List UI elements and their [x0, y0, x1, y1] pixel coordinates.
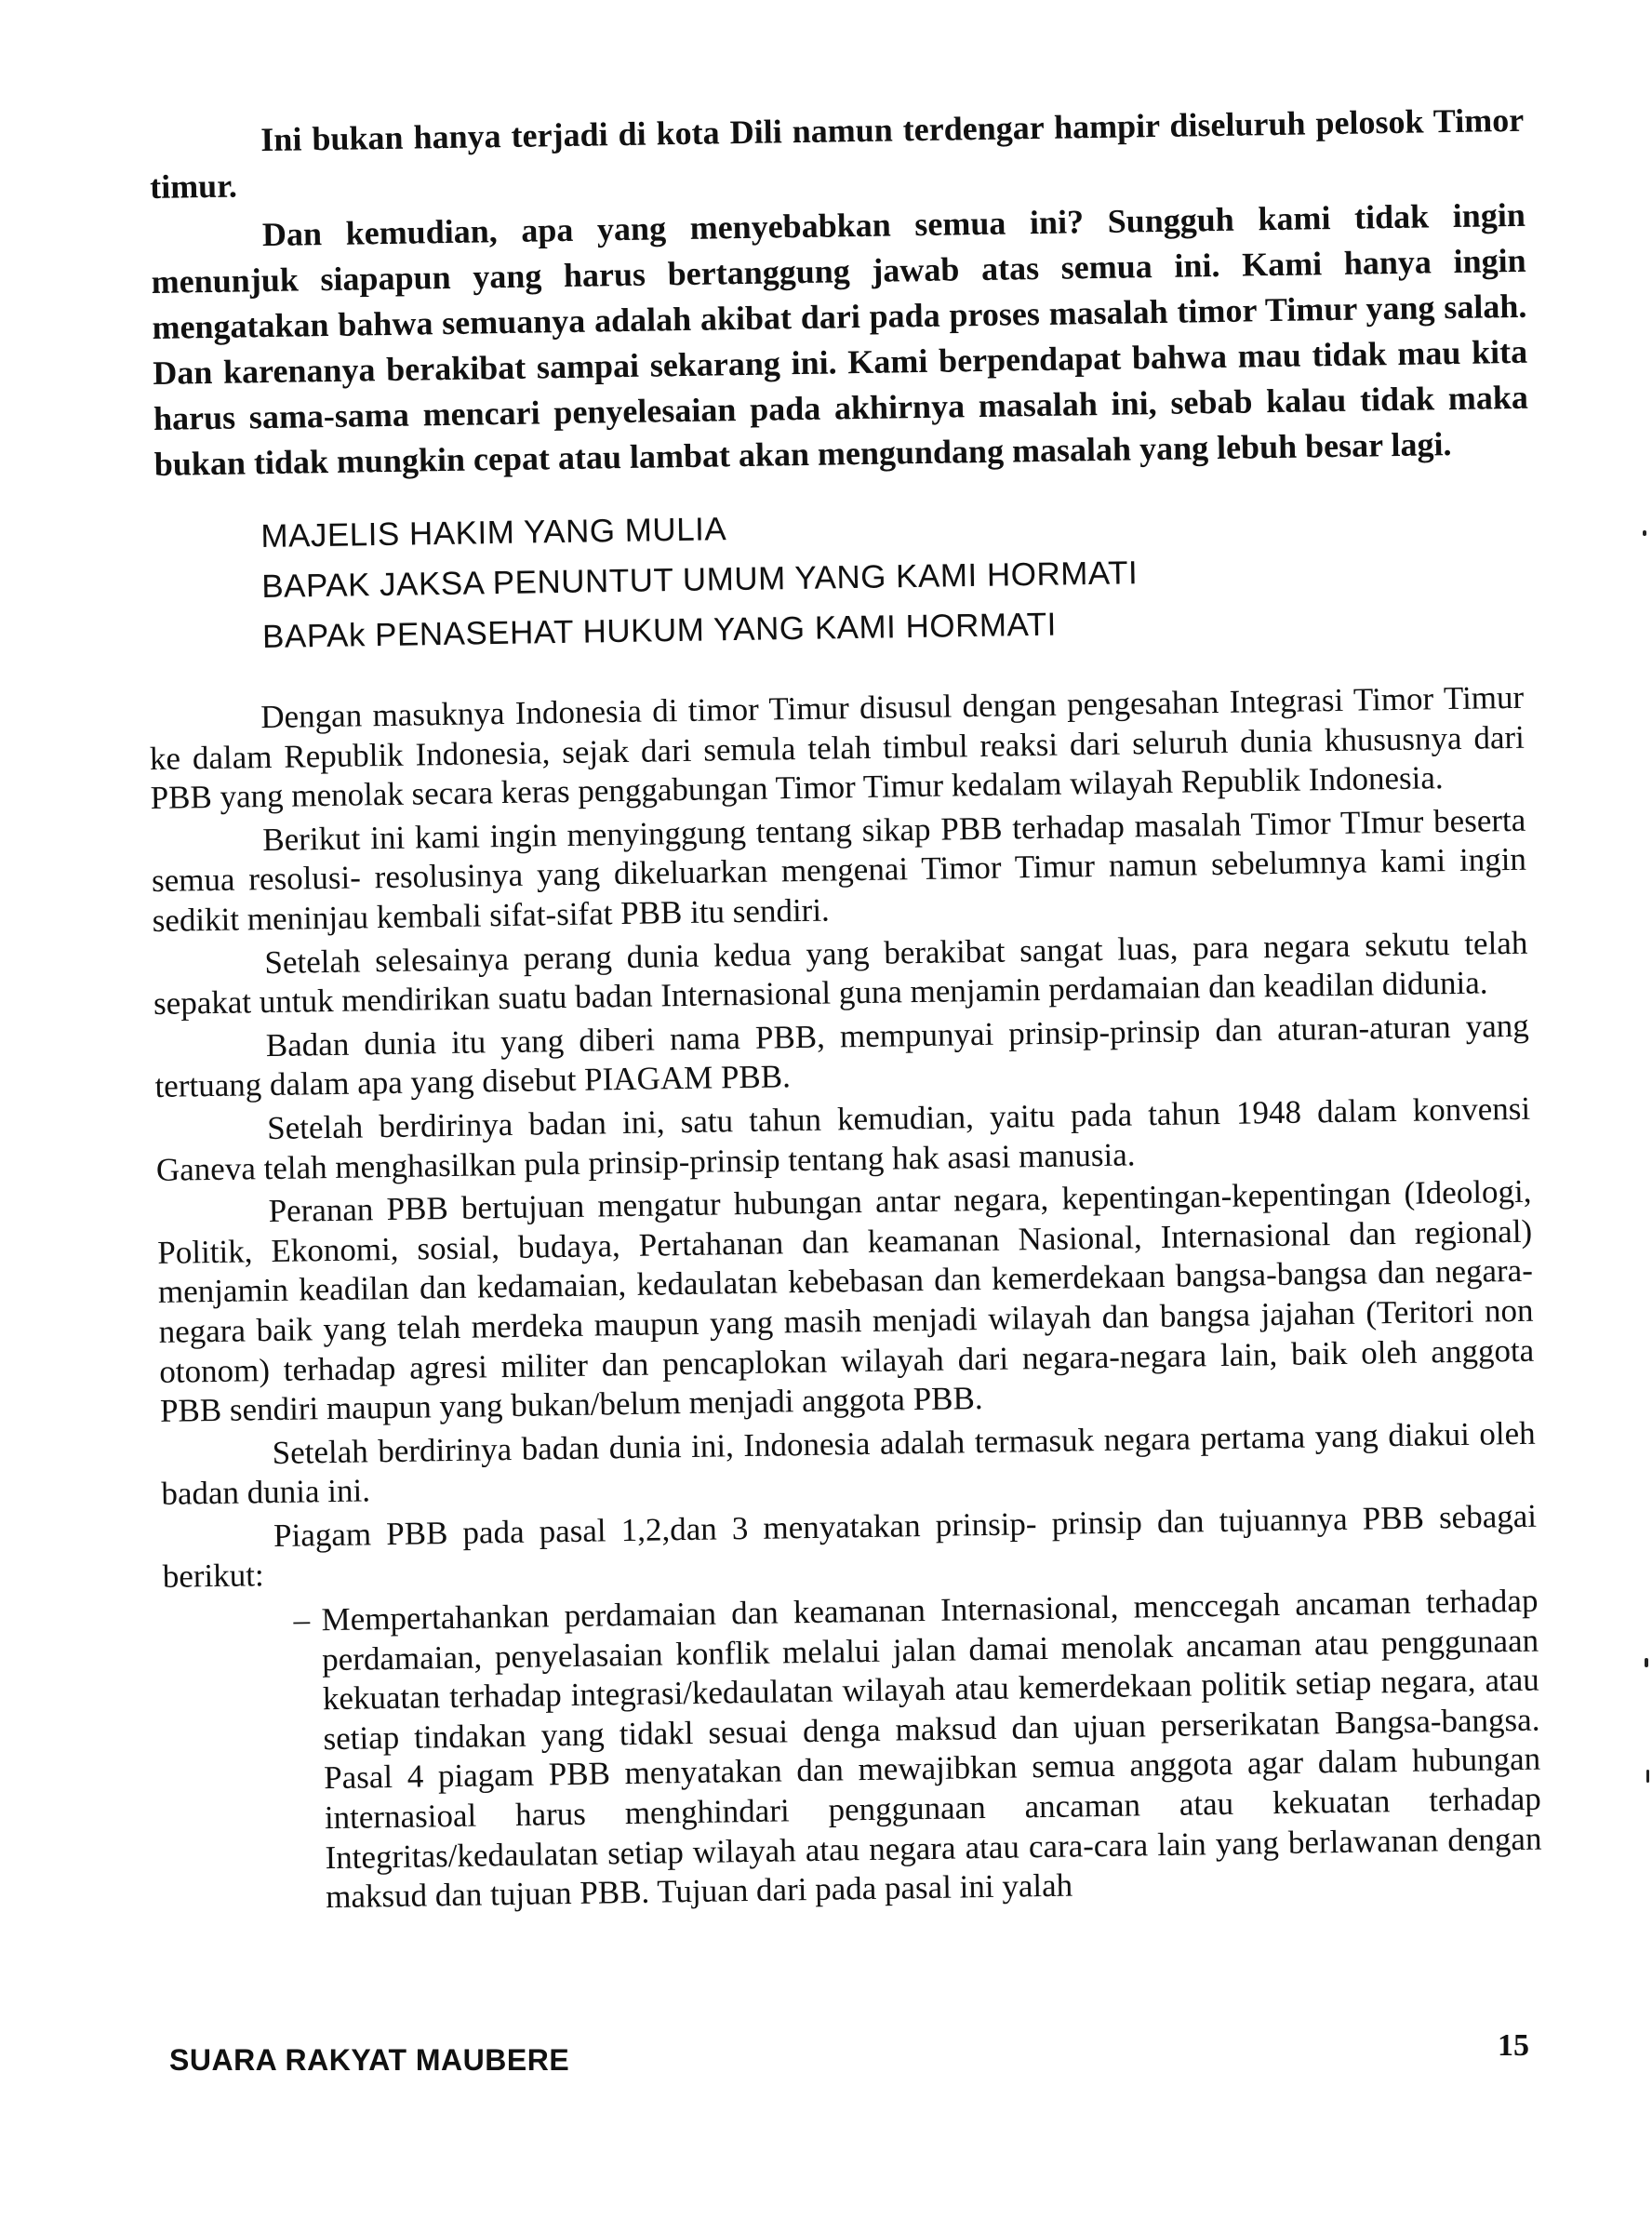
body-paragraph-7: Setelah berdirinya badan dunia ini, Indonesia adalah termasuk negara pertama yang diakui oleh badan dunia ini. — [161, 1414, 1536, 1513]
salutation-prosecutor: BAPAK JAKSA PENUNTUT UMUM YANG KAMI HORMATI — [260, 555, 1139, 605]
body-paragraph-3: Setelah selesainya perang dunia kedua yang berakibat sangat luas, para negara sekutu telah sepakat untuk mendirikan suatu badan Internasional guna menjamin perdamaian dan keadilan didunia. — [153, 924, 1528, 1023]
list-item-text: Mempertahankan perdamaian dan keamanan Internasional, menccegah ancaman terhadap perdamaian, penyelasaian konflik melalui jalan damai menolak ancaman atau penggunaan kekuatan terhadap integrasi/kedaulatan wilayah atau kemerdekaan politik setiap negara, atau setiap tindakan yang tidakl sesuai denga maksud dan ujuan perserikatan Bangsa-bangsa. Pasal 4 piagam PBB menyatakan dan mewajibkan semua anggota agar dalam hubungan internasioal harus menghindari penggunaan ancaman atau kekuatan terhadap Integritas/kedaulatan setiap wilayah atau negara atau cara-cara lain yang berlawanan dengan maksud dan tujuan PBB. Tujuan dari pada pasal ini yalah — [321, 1582, 1542, 1916]
list-dash-marker: – — [293, 1601, 311, 1638]
body-paragraph-6: Peranan PBB bertujuan mengatur hubungan antar negara, kepentingan-kepentingan (Ideologi, Politik, Ekonomi, sosial, budaya, Pertahanan dan keamanan Nasional, Internasional dan regional) menjamin keadilan dan kedamaian, kedaulatan kebebasan dan kemerdekaan bangsa-bangsa dan negara-negara baik yang telah merdeka maupun yang masih menjadi wilayah dan bangsa jajahan (Teritori non otonom) terhadap agresi militer dan pencaplokan wilayah dari negara-negara lain, baik oleh anggota PBB sendiri maupun yang bukan/belum menjadi anggota PBB. — [157, 1172, 1535, 1429]
page-number: 15 — [1498, 2028, 1529, 2063]
list-item — [163, 1582, 1542, 1920]
principles-list — [163, 1582, 1542, 1920]
intro-paragraph-2: Dan kemudian, apa yang menyebabkan semua ini? Sungguh kami tidak ingin menunjuk siapapun yang harus bertanggung jawab atas semua ini. Kami hanya ingin mengatakan bahwa semuanya adalah akibat dari pada proses masalah timor Timur yang salah. Dan karenanya berakibat sampai sekarang ini. Kami berpendapat bahwa mau tidak mau kita harus sama-sama mencari penyelesaian pada akhirnya masalah ini, sebab kalau tidak maka bukan tidak mungkin cepat atau lambat akan mengundang masalah yang lebuh besar lagi. — [151, 195, 1529, 483]
margin-speck — [1646, 1770, 1649, 1783]
salutation-counsel: BAPAk PENASEHAT HUKUM YANG KAMI HORMATI — [261, 606, 1058, 655]
salutation-judges: MAJELIS HAKIM YANG MULIA — [260, 511, 727, 555]
margin-speck — [1645, 1658, 1648, 1667]
body-paragraph-4: Badan dunia itu yang diberi nama PBB, mempunyai prinsip-prinsip dan aturan-aturan yang tertuang dalam apa yang disebut PIAGAM PBB. — [154, 1007, 1529, 1105]
salutation-block — [260, 496, 1286, 662]
body-paragraph-1: Dengan masuknya Indonesia di timor Timur disusul dengan pengesahan Integrasi Timor Timur ke dalam Republik Indonesia, sejak dari semula telah timbul reaksi dari seluruh dunia khususnya dari PBB yang menolak secara keras penggabungan Timor Timur kedalam wilayah Republik Indonesia. — [149, 678, 1525, 817]
intro-paragraph-1: Ini bukan hanya terjadi di kota Dili namun terdengar hampir diseluruh pelosok Timor timur. — [149, 100, 1525, 206]
intro-section — [149, 98, 1529, 488]
body-paragraph-5: Setelah berdirinya badan ini, satu tahun kemudian, yaitu pada tahun 1948 dalam konvensi Ganeva telah menghasilkan pula prinsip-prinsip tentang hak asasi manusia. — [155, 1090, 1531, 1188]
body-paragraph-2: Berikut ini kami ingin menyinggung tentang sikap PBB terhadap masalah Timor TImur beserta semua resolusi- resolusinya yang dikeluarkan mengenai Timor Timur namun sebelumnya kami ingin sedikit meninjau kembali sifat-sifat PBB itu sendiri. — [151, 801, 1527, 939]
footer-publication-title: SUARA RAKYAT MAUBERE — [169, 2043, 570, 2077]
body-section — [149, 678, 1542, 1920]
margin-speck — [1643, 530, 1646, 536]
body-paragraph-8: Piagam PBB pada pasal 1,2,dan 3 menyatakan prinsip- prinsip dan tujuannya PBB sebagai berikut: — [162, 1497, 1538, 1596]
